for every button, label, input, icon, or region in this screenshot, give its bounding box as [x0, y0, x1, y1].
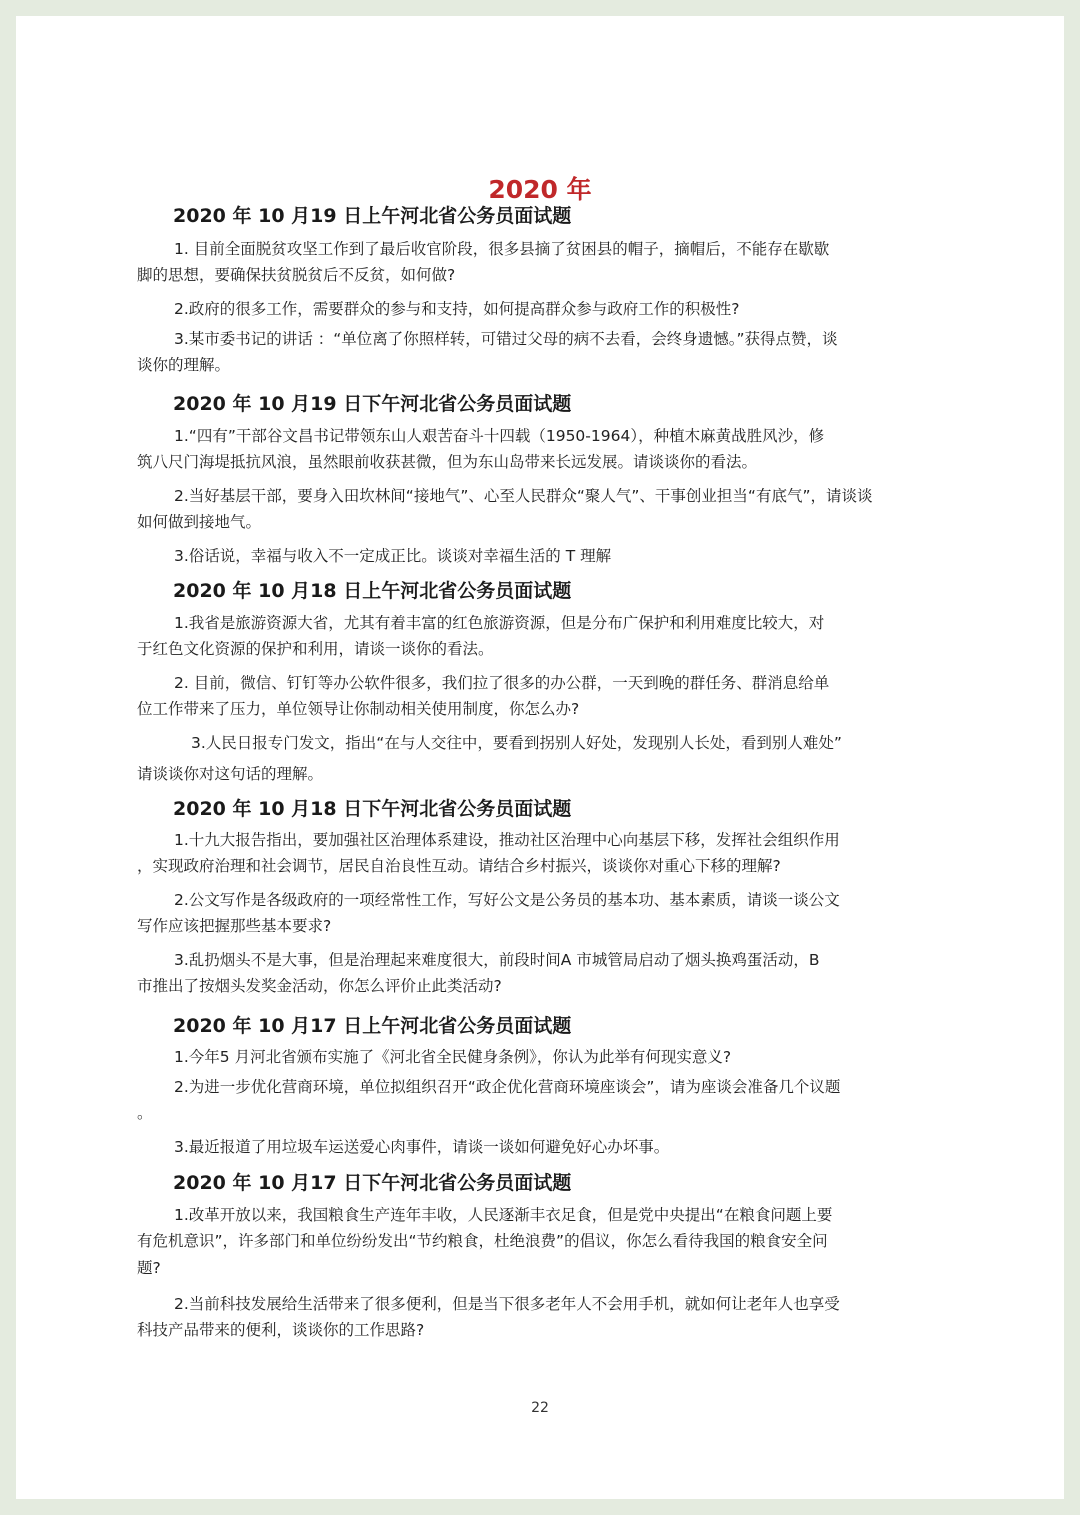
question-line: 科技产品带来的便利，谈谈你的工作思路? — [137, 1321, 425, 1339]
question-line: 3.某市委书记的讲话 ：“单位离了你照样转，可错过父母的病不去看，会终身遗憾。”获得点赞，谈 — [174, 330, 838, 348]
question-line: 2.政府的很多工作，需要群众的参与和支持，如何提高群众参与政府工作的积极性? — [174, 300, 740, 318]
question-line: 1. 目前全面脱贫攻坚工作到了最后收官阶段，很多县摘了贫困县的帽子，摘帽后，不能存在歇歇 — [174, 240, 830, 258]
question-line: 3.俗话说，幸福与收入不一定成正比。谈谈对幸福生活的 T 理解 — [174, 547, 612, 565]
question-line: 请谈谈你对这句话的理解。 — [137, 765, 324, 783]
section-title: 2020 年 10 月17 日下午河北省公务员面试题 — [173, 1172, 572, 1194]
question-line: 1.我省是旅游资源大省，尤其有着丰富的红色旅游资源，但是分布广保护和利用难度比较大，对 — [174, 614, 825, 632]
question-line: 脚的思想，要确保扶贫脱贫后不反贫，如何做? — [137, 266, 456, 284]
question-line: 2.当好基层干部，要身入田坎林间“接地气”、心至人民群众“聚人气”、干事创业担当“有底气”，请谈谈 — [174, 487, 873, 505]
question-line: 2.公文写作是各级政府的一项经常性工作，写好公文是公务员的基本功、基本素质，请谈一谈公文 — [174, 891, 840, 909]
question-line: 位工作带来了压力，单位领导让你制动相关使用制度，你怎么办? — [137, 700, 580, 718]
section-title: 2020 年 10 月18 日上午河北省公务员面试题 — [173, 580, 572, 602]
question-line: 于红色文化资源的保护和利用，请谈一谈你的看法。 — [137, 640, 494, 658]
document-page — [16, 16, 1064, 1499]
question-line: 谈你的理解。 — [137, 356, 231, 374]
year-heading: 2020 年 — [488, 175, 592, 204]
question-line: 3.乱扔烟头不是大事，但是治理起来难度很大，前段时间A 市城管局启动了烟头换鸡蛋活动，B — [174, 951, 820, 969]
question-line: 1.“四有”干部谷文昌书记带领东山人艰苦奋斗十四载（1950-1964），种植木麻黄战胜风沙，修 — [174, 427, 825, 445]
question-line: 2.当前科技发展给生活带来了很多便利，但是当下很多老年人不会用手机，就如何让老年人也享受 — [174, 1295, 840, 1313]
question-line: 2. 目前，微信、钉钉等办公软件很多，我们拉了很多的办公群，一天到晚的群任务、群消息给单 — [174, 674, 830, 692]
question-line: 3.最近报道了用垃圾车运送爱心肉事件，请谈一谈如何避免好心办坏事。 — [174, 1138, 670, 1156]
question-line: 3.人民日报专门发文，指出“在与人交往中，要看到拐别人好处，发现别人长处，看到别人难处” — [191, 734, 842, 752]
section-title: 2020 年 10 月19 日下午河北省公务员面试题 — [173, 393, 572, 415]
page-number: 22 — [531, 1400, 549, 1416]
question-line: 1.今年5 月河北省颁布实施了《河北省全民健身条例》，你认为此举有何现实意义? — [174, 1048, 732, 1066]
question-line: 筑八尺门海堤抵抗风浪，虽然眼前收获甚微，但为东山岛带来长远发展。请谈谈你的看法。 — [137, 453, 758, 471]
question-line: ，实现政府治理和社会调节，居民自治良性互动。请结合乡村振兴，谈谈你对重心下移的理解? — [137, 857, 781, 875]
section-title: 2020 年 10 月18 日下午河北省公务员面试题 — [173, 798, 572, 820]
question-line: 1.改革开放以来，我国粮食生产连年丰收，人民逐渐丰衣足食，但是党中央提出“在粮食问题上要 — [174, 1206, 833, 1224]
question-line: 1.十九大报告指出，要加强社区治理体系建设，推动社区治理中心向基层下移，发挥社会组织作用 — [174, 831, 840, 849]
question-line: 写作应该把握那些基本要求? — [137, 917, 332, 935]
section-title: 2020 年 10 月19 日上午河北省公务员面试题 — [173, 205, 572, 227]
section-title: 2020 年 10 月17 日上午河北省公务员面试题 — [173, 1015, 572, 1037]
question-line: 2.为进一步优化营商环境，单位拟组织召开“政企优化营商环境座谈会”，请为座谈会准备几个议题 — [174, 1078, 841, 1096]
question-line: 如何做到接地气。 — [137, 513, 262, 531]
question-line: 市推出了按烟头发奖金活动，你怎么评价止此类活动? — [137, 977, 502, 995]
question-line: 题? — [137, 1259, 161, 1277]
question-line: 。 — [137, 1104, 153, 1122]
question-line: 有危机意识”，许多部门和单位纷纷发出“节约粮食，杜绝浪费”的倡议，你怎么看待我国的粮食安全问 — [137, 1232, 828, 1250]
